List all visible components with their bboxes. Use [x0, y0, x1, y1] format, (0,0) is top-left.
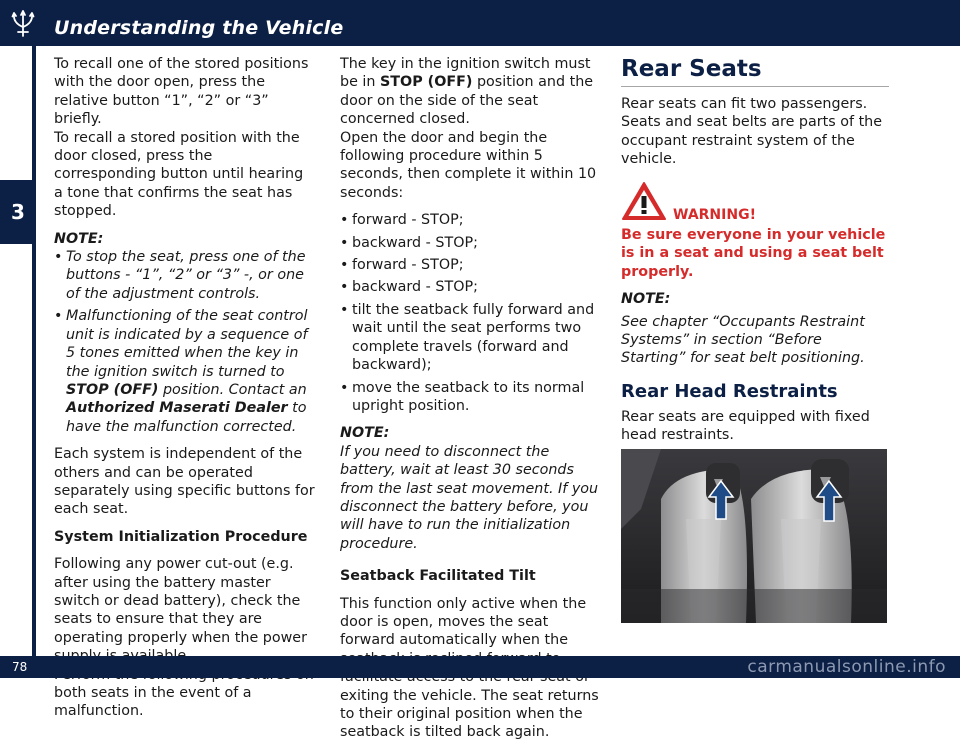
warning-icon [621, 181, 667, 226]
paragraph: The key in the ignition switch must be in STOP (OFF) position and the door on the side of the seat concerned closed. [340, 56, 594, 128]
warning-text: Be sure everyone in your vehicle is in a seat and using a seat belt properly. [621, 227, 886, 280]
paragraph: Each system is independent of the others and can be operated separately using specific buttons for each seat. [54, 446, 315, 518]
subsection-heading: Rear Head Restraints [621, 380, 838, 402]
note-label: NOTE: [54, 230, 104, 247]
list-item: • tilt the seatback fully forward and wait until the seat performs two complete travels (forward and backward); [340, 301, 605, 375]
subsection-heading: Seatback Facilitated Tilt [340, 568, 536, 585]
page-number: 78 [12, 660, 28, 674]
list-item: • Malfunctioning of the seat control unit is indicated by a sequence of 5 tones emitted when the key in the ignition switch is turned to STOP (OFF) position. Contact an Authorized Maserati Dealer to have the malfunction corrected. [54, 307, 316, 436]
chapter-tab: 3 [0, 180, 36, 244]
note-text: If you need to disconnect the battery, wait at least 30 seconds from the last seat movement. If you disconnect the battery before, you will have to run the initialization procedure. [340, 443, 599, 552]
paragraph: This function only active when the door is open, moves the seat forward automatically when the exiting the vehicle. The seat returns to their original position when the seatback is tilted back again. [340, 595, 599, 741]
watermark: carmanualsonline.info [747, 657, 946, 677]
column-2 [340, 55, 605, 751]
section-title: Understanding the Vehicle [54, 17, 344, 39]
paragraph: Rear seats can fit two passengers. Seats and seat belts are parts of the occupant restraint system of the vehicle. [621, 96, 883, 168]
column-3 [621, 55, 889, 623]
note-label: NOTE: [340, 425, 390, 442]
trident-logo-icon [0, 0, 46, 46]
list-item: • backward - STOP; [340, 278, 605, 296]
procedure-list [340, 211, 605, 415]
subsection-heading: System Initialization Procedure [54, 528, 308, 545]
list-item: • move the seatback to its normal upright position. [340, 379, 605, 416]
note-label: NOTE: [621, 291, 671, 308]
rear-head-restraints-photo [621, 449, 887, 623]
paragraph: To recall one of the stored positions with the door open, press the relative button “1”, “2” or “3” briefly. [54, 56, 309, 128]
sidebar-divider [32, 46, 36, 656]
dealer-reference: Authorized Maserati Dealer [66, 400, 288, 417]
warning-label: WARNING! [673, 206, 756, 223]
paragraph: Rear seats are equipped with fixed head restraints. [621, 408, 870, 444]
header-bar [0, 0, 960, 46]
note-text: See chapter “Occupants Restraint Systems” in section “Before Starting” for seat belt positioning. [621, 313, 865, 367]
warning-header [621, 181, 889, 226]
list-item: • backward - STOP; [340, 234, 605, 252]
paragraph: Open the door and begin the following procedure within 5 seconds, then complete it within 10 seconds: [340, 129, 597, 201]
paragraph: Following any power cut-out (e.g. after using the battery master switch or dead battery), check the seats to ensure that they are operating properly when the power [54, 556, 307, 646]
list-item: • To stop the seat, press one of the buttons - “1”, “2” or “3” -, or one of the adjustment controls. [54, 248, 316, 303]
list-item: • forward - STOP; [340, 256, 605, 274]
paragraph: To recall a stored position with the door closed, press the corresponding button until hearing a tone that confirms the seat has stopped. [54, 129, 304, 220]
footer-bar [0, 656, 960, 678]
list-item: • forward - STOP; [340, 211, 605, 229]
section-heading: Rear Seats [621, 55, 889, 87]
note-list [54, 248, 316, 436]
column-1 [54, 55, 316, 721]
paragraph: both seats in the event of a malfunction. [54, 685, 252, 720]
